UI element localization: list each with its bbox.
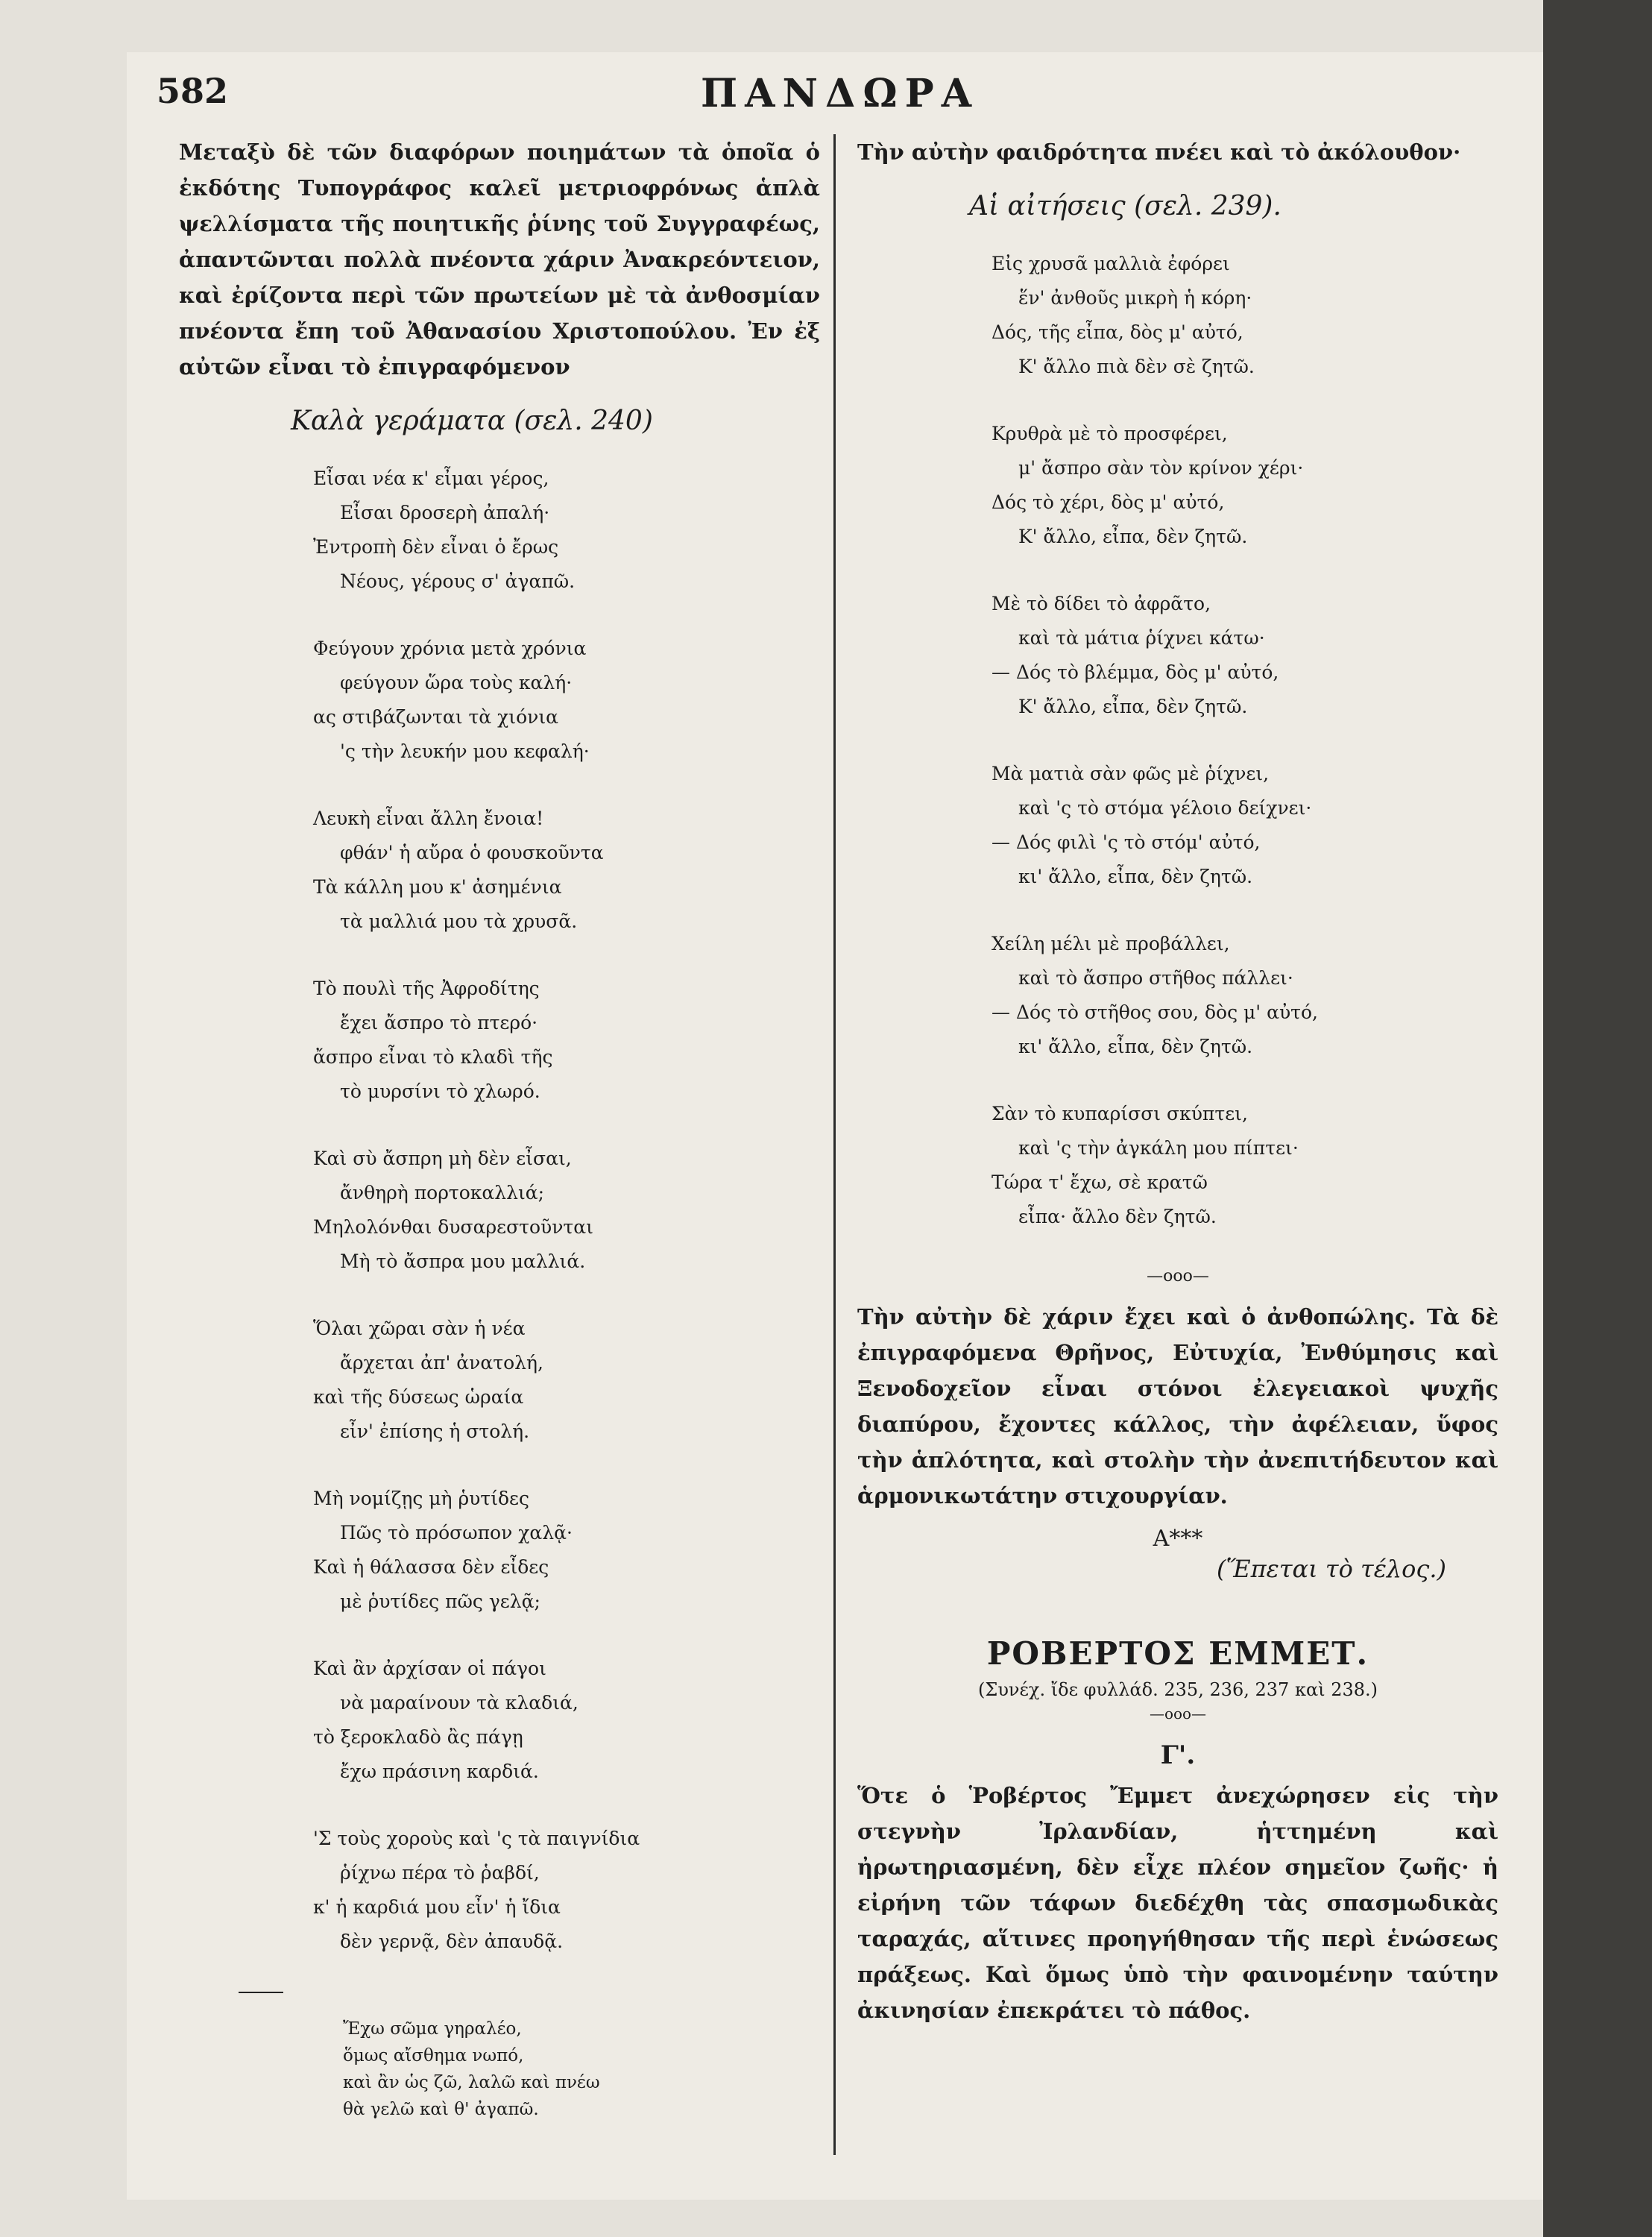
poem-line: Ἔχω σῶμα γηραλέο, <box>343 2019 522 2039</box>
poem-line: εἶν' ἐπίσης ἡ στολή. <box>340 1420 530 1442</box>
footnote-rule <box>239 1992 283 1993</box>
poem-line: ἔχει ἄσπρο τὸ πτερό· <box>340 1012 538 1033</box>
chapter-number: Γ'. <box>1160 1740 1196 1770</box>
column-divider <box>833 134 836 2155</box>
right-intro-paragraph: Τὴν αὐτὴν φαιδρότητα πνέει καὶ τὸ ἀκόλουθον· <box>857 139 1461 165</box>
poem-line: Κρυθρὰ μὲ τὸ προσφέρει, <box>991 423 1228 444</box>
poem-line: ἄσπρο εἶναι τὸ κλαδὶ τῆς <box>313 1046 553 1068</box>
left-intro-paragraph: Μεταξὺ δὲ τῶν διαφόρων ποιημάτων τὰ ὁποῖα ὁ ἐκδότης Τυπογράφος καλεῖ μετριοφρόνως ἁπλὰ ψελλίσματα τῆς ποιητικῆς ῥίνης τοῦ Συγγραφέως, ἀπαντῶνται πολλὰ πνέοντα χάριν Ἀνακρεόντειον, καὶ ἐρίζοντα περὶ τῶν πρωτείων μὲ τὰ ἀνθοσμίαν πνέοντα ἔπη τοῦ Ἀθανασίου Χριστοπούλου. Ἐν ἐξ αὐτῶν εἶναι τὸ ἐπιγραφόμενον <box>179 139 820 380</box>
commentary-paragraph: Τὴν αὐτὴν δὲ χάριν ἔχει καὶ ὁ ἀνθοπώλης. Τὰ δὲ ἐπιγραφόμενα Θρῆνος, Εὐτυχία, Ἐνθύμησις καὶ Ξενοδοχεῖον εἶναι στόνοι ἐλεγειακοὶ ψυχῆς διαπύρου, ἔχοντες κάλλος, τὴν ἀφέλειαν, ὕφος τὴν ἁπλότητα, καὶ στολὴν τὴν ἀνεπιτήδευτον καὶ ἁρμονικωτάτην στιχουργίαν. <box>857 1304 1498 1508</box>
stanza <box>313 1142 820 1279</box>
poem-line: Πῶς τὸ πρόσωπον χαλᾷ· <box>340 1522 573 1544</box>
poem-line: Τὰ κάλλη μου κ' ἀσημένια <box>313 876 562 898</box>
stanza <box>991 757 1498 894</box>
poem-line: νὰ μαραίνουν τὰ κλαδιά, <box>340 1692 578 1714</box>
chapter-paragraph: Ὅτε ὁ Ῥοβέρτος Ἔμμετ ἀνεχώρησεν εἰς τὴν στεγνὴν Ἰρλανδίαν, ἡττημένη καὶ ἠρωτηριασμένη, δὲν εἶχε πλέον σημεῖον ζωῆς· ἡ εἰρήνη τῶν τάφων διεδέχθη τὰς σπασμωδικὰς ταραχάς, αἵτινες προηγήθησαν τῆς περὶ ἑνώσεως πράξεως. Καὶ ὅμως ὑπὸ τὴν φαινομένην ταύτην ἀκινησίαν ἐπεκράτει τὸ πάθος. <box>857 1783 1498 2023</box>
poem-line: Καὶ ἂν ἀρχίσαν οἱ πάγοι <box>313 1658 546 1679</box>
author-signature: Α*** <box>1153 1526 1203 1552</box>
poem-line: — Δός τὸ βλέμμα, δὸς μ' αὐτό, <box>991 661 1279 683</box>
poem-line: Εἰς χρυσᾶ μαλλιὰ ἐφόρει <box>991 253 1230 274</box>
poem-line: Λευκὴ εἶναι ἄλλη ἔνοια! <box>313 808 544 829</box>
poem-line: Δός, τῆς εἶπα, δὸς μ' αὐτό, <box>991 321 1243 343</box>
poem-line: δὲν γερνᾷ, δὲν ἀπαυδᾷ. <box>340 1931 564 1952</box>
poem-line: Ὅλαι χῶραι σὰν ἡ νέα <box>313 1318 526 1339</box>
page-header <box>0 71 1652 123</box>
poem-line: τὰ μαλλιά μου τὰ χρυσᾶ. <box>340 910 578 932</box>
poem-line: Εἶσαι δροσερὴ ἀπαλή· <box>340 502 550 523</box>
article-separator: —ooo— <box>1149 1705 1207 1722</box>
poem-line: Κ' ἄλλο πιὰ δὲν σὲ ζητῶ. <box>1018 356 1255 377</box>
article-subtitle: (Συνέχ. ἴδε φυλλάδ. 235, 236, 237 καὶ 238.) <box>977 1679 1378 1700</box>
poem-line: 'ς τὴν λευκήν μου κεφαλή· <box>340 740 590 762</box>
poem-line: Τώρα τ' ἔχω, σὲ κρατῶ <box>991 1171 1208 1193</box>
journal-title: ΠΑΝΔΩΡΑ <box>701 71 980 116</box>
stanza <box>313 1652 820 1789</box>
poem-line: Δός τὸ χέρι, δὸς μ' αὐτό, <box>991 491 1225 513</box>
poem-line: μ' ἄσπρο σὰν τὸν κρίνον χέρι· <box>1018 457 1304 479</box>
poem-aitiseis <box>991 247 1498 1234</box>
stanza <box>991 587 1498 724</box>
book-gutter <box>1543 0 1652 2237</box>
poem-line: — Δός τὸ στῆθος σου, δὸς μ' αὐτό, <box>991 1001 1318 1023</box>
right-column <box>857 134 1498 2028</box>
poem-line: Φεύγουν χρόνια μετὰ χρόνια <box>313 638 587 659</box>
poem-line: ἔχω πράσινη καρδιά. <box>340 1761 539 1782</box>
poem-line: Μὴ νομίζῃς μὴ ῥυτίδες <box>313 1488 530 1509</box>
poem-line: ὅμως αἴσθημα νωπό, <box>343 2046 524 2065</box>
poem-title-kala-geramata: Καλὰ γεράματα (σελ. 240) <box>291 406 653 436</box>
poem-line: κι' ἄλλο, εἶπα, δὲν ζητῶ. <box>1018 866 1253 887</box>
stanza <box>313 1822 820 1959</box>
poem-line: Μὲ τὸ δίδει τὸ ἀφρᾶτο, <box>991 593 1211 614</box>
poem-line: Χείλη μέλι μὲ προβάλλει, <box>991 933 1230 954</box>
poem-line: Μὰ ματιὰ σὰν φῶς μὲ ῥίχνει, <box>991 763 1270 784</box>
page-number: 582 <box>157 71 229 111</box>
poem-line: τὸ μυρσίνι τὸ χλωρό. <box>340 1080 540 1102</box>
poem-line: ἕν' ἀνθοῦς μικρὴ ἡ κόρη· <box>1018 287 1252 309</box>
poem-line: καὶ 'ς τὴν ἀγκάλη μου πίπτει· <box>1018 1137 1299 1159</box>
poem-line: φεύγουν ὥρα τοὺς καλή· <box>340 672 573 693</box>
stanza <box>313 1482 820 1619</box>
poem-line: καὶ ἂν ὡς ζῶ, λαλῶ καὶ πνέω <box>343 2073 600 2092</box>
poem-line: ἄρχεται ἀπ' ἀνατολή, <box>340 1352 543 1374</box>
poem-line: Νέους, γέρους σ' ἀγαπῶ. <box>340 570 576 592</box>
poem-title-aitiseis: Αἱ αἰτήσεις (σελ. 239). <box>969 191 1281 221</box>
continued-note: (Ἕπεται τὸ τέλος.) <box>1217 1555 1446 1583</box>
stanza <box>313 632 820 769</box>
poem-line: καὶ 'ς τὸ στόμα γέλοιο δείχνει· <box>1018 797 1312 819</box>
poem-line: Εἶσαι νέα κ' εἶμαι γέρος, <box>313 468 549 489</box>
closing-stanza <box>343 2016 820 2123</box>
left-column <box>179 134 820 2123</box>
poem-line: καὶ τὸ ἄσπρο στῆθος πάλλει· <box>1018 967 1293 989</box>
poem-line: φθάν' ἡ αὔρα ὁ φουσκοῦντα <box>340 842 604 863</box>
poem-line: Μηλολόνθαι δυσαρεστοῦνται <box>313 1216 593 1238</box>
stanza <box>313 972 820 1109</box>
stanza <box>313 802 820 939</box>
poem-kala-geramata <box>313 462 820 1959</box>
poem-line: Σὰν τὸ κυπαρίσσι σκύπτει, <box>991 1103 1248 1124</box>
poem-line: Μὴ τὸ ἄσπρα μου μαλλιά. <box>340 1250 586 1272</box>
stanza <box>313 462 820 599</box>
poem-line: ἄνθηρὴ πορτοκαλλιά; <box>340 1182 545 1204</box>
poem-line: εἶπα· ἄλλο δὲν ζητῶ. <box>1018 1206 1217 1227</box>
poem-line: καὶ τῆς δύσεως ὡραία <box>313 1386 524 1408</box>
section-separator: —ooo— <box>1147 1267 1209 1286</box>
poem-line: κι' ἄλλο, εἶπα, δὲν ζητῶ. <box>1018 1036 1253 1057</box>
poem-line: Κ' ἄλλο, εἶπα, δὲν ζητῶ. <box>1018 526 1248 547</box>
poem-line: ας στιβάζωνται τὰ χιόνια <box>313 706 559 728</box>
poem-line: Τὸ πουλὶ τῆς Ἀφροδίτης <box>313 978 540 999</box>
stanza <box>991 417 1498 554</box>
stanza <box>991 247 1498 384</box>
poem-line: ῥίχνω πέρα τὸ ῥαβδί, <box>340 1862 540 1884</box>
poem-line: μὲ ῥυτίδες πῶς γελᾷ; <box>340 1591 540 1612</box>
poem-line: — Δός φιλὶ 'ς τὸ στόμ' αὐτό, <box>991 831 1261 853</box>
poem-line: Καὶ ἡ θάλασσα δὲν εἶδες <box>313 1556 549 1578</box>
stanza <box>991 1097 1498 1234</box>
poem-line: τὸ ξεροκλαδὸ ἂς πάγῃ <box>313 1726 523 1748</box>
poem-line: Ἐντροπὴ δὲν εἶναι ὁ ἔρως <box>313 536 559 558</box>
article-title: ΡΟΒΕΡΤΟΣ ΕΜΜΕΤ. <box>986 1635 1369 1672</box>
poem-line: κ' ἡ καρδιά μου εἶν' ἡ ἴδια <box>313 1896 561 1918</box>
poem-line: Κ' ἄλλο, εἶπα, δὲν ζητῶ. <box>1018 696 1248 717</box>
poem-line: Καὶ σὺ ἄσπρη μὴ δὲν εἶσαι, <box>313 1148 572 1169</box>
poem-line: καὶ τὰ μάτια ῥίχνει κάτω· <box>1018 627 1265 649</box>
stanza <box>313 1312 820 1449</box>
poem-line: θὰ γελῶ καὶ θ' ἀγαπῶ. <box>343 2100 539 2119</box>
stanza <box>991 927 1498 1064</box>
poem-line: 'Σ τοὺς χοροὺς καὶ 'ς τὰ παιγνίδια <box>313 1828 640 1849</box>
